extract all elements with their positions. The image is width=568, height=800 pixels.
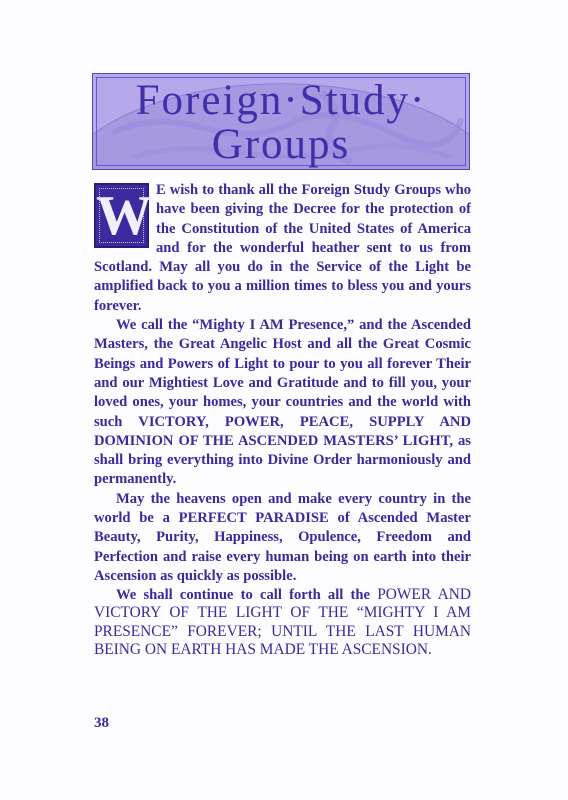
title-line-1: Foreign·Study· xyxy=(135,77,427,124)
title-banner xyxy=(92,73,470,170)
paragraph-3: May the heavens open and make every country in the world be a PERFECT PARADISE of Ascended Master Beauty, Purity, Happiness, Opulence, Freedom and Perfection and raise every human being on earth into their Ascension as quickly as possible. xyxy=(94,490,471,584)
paragraph-2: We call the “Mighty I AM Presence,” and the Ascended Masters, the Great Angelic Host and all the Great Cosmic Beings and Powers of Light to pour to you all forever Their and our Mightiest Love and Gratitude and to fill you, your loved ones, your homes, your countries and the world with such VICTORY, POWER, PEACE, SUPPLY AND DOMINION OF THE ASCENDED MASTERS’ LIGHT, as shall bring everything into Divine Order harmoniously and permanently. xyxy=(94,317,471,488)
paragraph-1: E wish to thank all the Foreign Study Groups who have been giving the Decree for the protection of the Constitution of the United States of America and for the wonderful heather sent to us from Scotland. May all you do in the Service of the Light be amplified back to you a million times to bless you and yours forever. xyxy=(94,182,471,314)
paragraph-4-rest: POWER AND VICTORY OF THE LIGHT OF THE “MIGHTY I AM PRESENCE” FOREVER; UNTIL THE LAST HUMAN BEING ON EARTH HAS MADE THE ASCENSION. xyxy=(94,586,471,658)
page-number: 38 xyxy=(94,715,109,731)
ornamental-dropcap-icon xyxy=(94,183,152,248)
paragraph-4 xyxy=(94,586,471,659)
paragraph-4-lead: We shall continue to call forth all the xyxy=(116,587,378,604)
dropcap-letter: W xyxy=(96,185,152,247)
title-line-2: Groups xyxy=(211,121,351,168)
article-body xyxy=(94,181,471,659)
